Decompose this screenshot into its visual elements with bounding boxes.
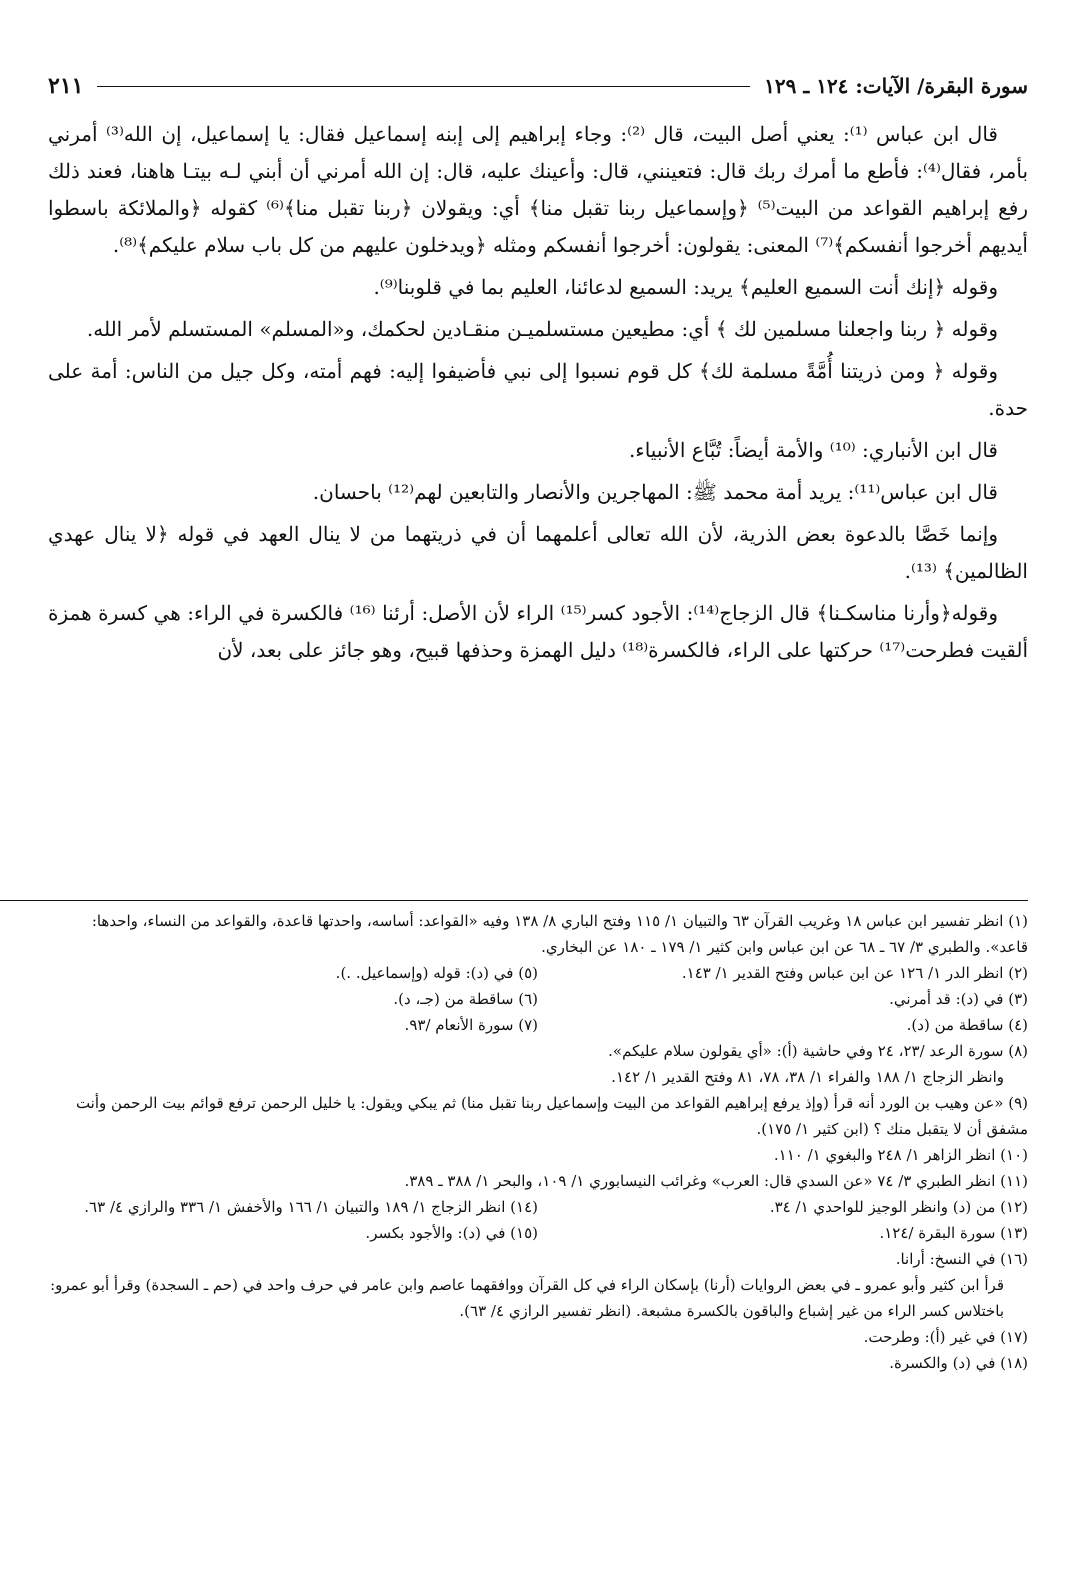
footnote-13: (١٣) سورة البقرة /١٢٤. [879, 1224, 1028, 1242]
footnote-2: (٢) انظر الدر ١/ ١٢٦ عن ابن عباس وفتح القدير ١/ ١٤٣. [681, 964, 1028, 982]
footnote-4: (٤) ساقطة من (د). [906, 1016, 1028, 1034]
paragraph: وقوله ﴿إنك أنت السميع العليم﴾ يريد: السميع لدعائنا، العليم بما في قلوبنا⁽⁹⁾. [373, 275, 998, 299]
footnote-7: (٧) سورة الأنعام /٩٣. [404, 1016, 538, 1034]
footnote-row [48, 1220, 1028, 1246]
footnote-11: (١١) انظر الطبري ٣/ ٧٤ «عن السدي قال: العرب» وغرائب النيسابوري ١/ ١٠٩، والبحر ١/ ٣٨٨ ـ ٣٨٩. [404, 1172, 1028, 1190]
paragraph: وقوله ﴿ ومن ذريتنا أُمَّةً مسلمة لك﴾ كل قوم نسبوا إلى نبي فأضيفوا إليه: فهم أمته، وكل جيل من الناس: أمة على حدة. [48, 359, 1028, 420]
footnote-10: (١٠) انظر الزاهر ١/ ٢٤٨ والبغوي ١/ ١١٠. [773, 1146, 1028, 1164]
footnote-5: (٥) في (د): قوله (وإسماعيل. .). [335, 964, 538, 982]
footnote-row [48, 960, 1028, 986]
footnote-16: (١٦) في النسخ: أرانا. [895, 1250, 1028, 1268]
page-header [48, 66, 1028, 106]
footnote-1: (١) انظر تفسير ابن عباس ١٨ وغريب القرآن ٦٣ والتبيان ١/ ١١٥ وفتح الباري ٨/ ١٣٨ وفيه «القواعد: أساسه، واحدتها قاعدة، والقواعد من النساء، واحدها: قاعد». والطبري ٣/ ٦٧ ـ ٦٨ عن ابن عباس وابن كثير ١/ ١٧٩ ـ ١٨٠ عن البخاري. [91, 912, 1028, 956]
paragraph: وإنما خَصَّا بالدعوة بعض الذرية، لأن الله تعالى أعلمهما أن في ذريتهما من لا ينال العهد في قوله ﴿لا ينال عهدي الظالمين﴾ ⁽¹³⁾. [48, 522, 1028, 583]
footnote-row [48, 1194, 1028, 1220]
header-rule [97, 86, 750, 87]
footnote-6: (٦) ساقطة من (جـ، د). [393, 990, 538, 1008]
footnote-8-continued: وانظر الزجاج ١/ ١٨٨ والفراء ١/ ٣٨، ٧٨، ٨١ وفتح القدير ١/ ١٤٢. [611, 1068, 1004, 1086]
footnote-9: (٩) «عن وهيب بن الورد أنه قرأ (وإذ يرفع إبراهيم القواعد من البيت وإسماعيل ربنا تقبل منا) ثم يبكي ويقول: يا خليل الرحمن ترفع قوائم بيت الرحمن وأنت مشفق أن لا يتقبل منك ؟ (ابن كثير ١/ ١٧٥). [75, 1094, 1028, 1138]
running-title: سورة البقرة/ الآيات: ١٢٤ ـ ١٢٩ [764, 74, 1028, 98]
footnote-3: (٣) في (د): قد أمرني. [889, 990, 1028, 1008]
footnote-12: (١٢) من (د) وانظر الوجيز للواحدي ١/ ٣٤. [769, 1198, 1028, 1216]
page-number: ٢١١ [48, 73, 84, 99]
footnote-8: (٨) سورة الرعد /٢٣، ٢٤ وفي حاشية (أ): «أي يقولون سلام عليكم». [608, 1042, 1028, 1060]
paragraph: قال ابن عباس⁽¹¹⁾: يريد أمة محمد ﷺ: المهاجرين والأنصار والتابعين لهم⁽¹²⁾ باحسان. [312, 480, 998, 504]
footnote-18: (١٨) في (د) والكسرة. [889, 1354, 1028, 1372]
footnotes [48, 908, 1028, 1376]
footnote-row [48, 986, 1028, 1012]
footnote-17: (١٧) في غير (أ): وطرحت. [863, 1328, 1028, 1346]
paragraph: قال ابن الأنباري: ⁽¹⁰⁾ والأمة أيضاً: تُبَّاع الأنبياء. [628, 438, 998, 462]
footnote-divider [0, 900, 1028, 901]
paragraph: قال ابن عباس ⁽¹⁾: يعني أصل البيت، قال ⁽²⁾: وجاء إبراهيم إلى إبنه إسماعيل فقال: يا إسماعيل، إن الله⁽³⁾ أمرني بأمر، فقال⁽⁴⁾: فأطع ما أمرك ربك قال: فتعينني، قال: وأعينك عليه، قال: إن الله أمرني أن أبني لـه بيتـا هاهنا، فعند ذلك رفع إبراهيم القواعد من البيت⁽⁵⁾ ﴿وإسماعيل ربنا تقبل منا﴾ أي: ويقولان ﴿ربنا تقبل منا﴾⁽⁶⁾ كقوله ﴿والملائكة باسطوا أيديهم أخرجوا أنفسكم﴾⁽⁷⁾ المعنى: يقولون: أخرجوا أنفسكم ومثله ﴿ويدخلون عليهم من كل باب سلام عليكم﴾⁽⁸⁾. [48, 122, 1029, 257]
paragraph: وقوله ﴿ ربنا واجعلنا مسلمين لك ﴾ أي: مطيعين مستسلميـن منقـادين لحكمك، و«المسلم» المستسلم لأمر الله. [86, 317, 998, 341]
footnote-16-continued: قرأ ابن كثير وأبو عمرو ـ في بعض الروايات (أرنا) بإسكان الراء في كل القرآن ووافقهما عاصم وابن عامر في حرف واحد في (حم ـ السجدة) وقرأ أبو عمرو: باختلاس كسر الراء من غير إشباع والباقون بالكسرة مشبعة. (انظر تفسير الرازي ٤/ ٦٣). [50, 1276, 1004, 1320]
main-text [48, 116, 1028, 674]
paragraph: وقوله﴿وأرنا مناسكـنا﴾ قال الزجاج⁽¹⁴⁾: الأجود كسر⁽¹⁵⁾ الراء لأن الأصل: أرئنا ⁽¹⁶⁾ فالكسرة في الراء: هي كسرة همزة ألقيت فطرحت⁽¹⁷⁾ حركتها على الراء، فالكسرة⁽¹⁸⁾ دليل الهمزة وحذفها قبيح، وهو جائز على بعد، لأن [48, 601, 1028, 662]
footnote-15: (١٥) في (د): والأجود بكسر. [365, 1224, 538, 1242]
footnote-row [48, 1012, 1028, 1038]
footnote-14: (١٤) انظر الزجاج ١/ ١٨٩ والتبيان ١/ ١٦٦ والأخفش ١/ ٣٣٦ والرازي ٤/ ٦٣. [84, 1198, 538, 1216]
